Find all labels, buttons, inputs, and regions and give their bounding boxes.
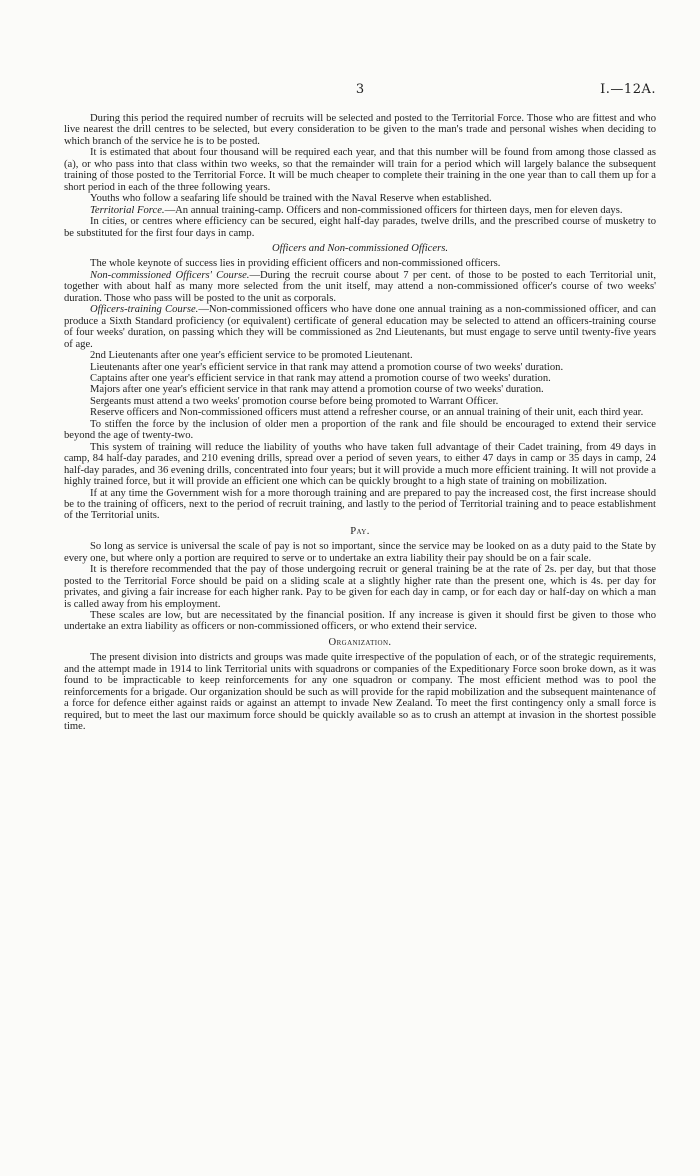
paragraph: 2nd Lieutenants after one year's efficient service to be promoted Lieutenant. — [90, 350, 413, 362]
paragraph: So long as service is universal the scale of pay is not so important, since the service may be looked on as a duty paid to the State by every one, but where only a portion are required to serve or to undertake an extra liability their pay should be on a fair scale. — [64, 541, 656, 564]
paragraph: During this period the required number of recruits will be selected and posted to the Territorial Force. Those who are fittest and who live nearest the drill centres to be selected, but every consideration to be given to the man's trade and personal wishes when deciding to which branch of the service he is to be posted. — [64, 113, 656, 147]
paragraph: The present division into districts and groups was made quite irrespective of the population of each, or of the strategic requirements, and the attempt made in 1914 to link Territorial units with squadrons or companies of the Expeditionary Force soon broke down, as it was found to be impracticable to keep reinforcements for any one squadron or company. The most efficient method was to pool the reinforcements for a brigade. Our organization should be such as will provide for the rapid mobilization and the subsequent maintenance of a force for defence either against raids or against an attempt to invade New Zealand. To meet the first contingency only a small force is required, but to meet the last our maximum force should be quickly available so as to crush an attempt at invasion in the shortest possible time. — [64, 652, 656, 733]
paragraph: Sergeants must attend a two weeks' promotion course before being promoted to Warrant Officer. — [90, 395, 499, 407]
paragraph: It is therefore recommended that the pay of those undergoing recruit or general training be at the rate of 2s. per day, but that those posted to the Territorial Force should be paid on a sliding scale at a slightly higher rate than the present one, which is 4s. per day for privates, and giving a fair increase for each higher rank. Pay to be given for each day in camp, or for each day or half-day on which a man is called away from his employment. — [64, 564, 656, 610]
section-heading-officers: Officers and Non-commissioned Officers. — [272, 242, 448, 254]
section-heading-pay: Pay. — [350, 525, 370, 537]
paragraph — [64, 270, 656, 304]
paragraph-text: —An annual training-camp. Officers and non-commissioned officers for thirteen days, men for eleven days. — [164, 204, 623, 216]
paragraph-text: —Non-commissioned officers who have done one annual training as a non-commissioned officer, and can produce a Sixth Standard proficiency (or equivalent) certificate of general education may be selected to attend an officers-training course of four weeks' duration, on passing which they will be commissioned as 2nd Lieutenants, but must engage to serve until twenty-five years of age. — [64, 304, 657, 350]
paragraph-text: —During the recruit course about 7 per cent. of those to be posted to each Territorial unit, together with about half as many more selected from the unit itself, may attend a non-commissioned officer's course of two weeks' duration. Those who pass will be posted to the unit as corporals. — [64, 269, 656, 304]
paragraph: Lieutenants after one year's efficient service in that rank may attend a promotion course of two weeks' duration. — [90, 361, 564, 373]
page-header — [64, 82, 656, 102]
document-body — [64, 113, 656, 733]
page-number: 3 — [355, 82, 365, 97]
paragraph-lead: Non-commissioned Officers' Course. — [90, 269, 250, 281]
paragraph: Captains after one year's efficient service in that rank may attend a promotion course of two weeks' duration. — [90, 372, 551, 384]
paragraph: This system of training will reduce the liability of youths who have taken full advantage of their Cadet training, from 49 days in camp, 84 half-day parades, and 210 evening drills, spread over a period of seven years, to either 47 days in camp or 35 days in camp, 24 half-day parades, and 36 evening drills, concentrated into four years; but it will provide a much more efficient training. It will not provide a highly trained force, but it will provide an efficient one which can be quickly brought to a high state of training on mobilization. — [64, 441, 656, 488]
paragraph: The whole keynote of success lies in providing efficient officers and non-commissioned officers. — [90, 258, 501, 270]
paragraph — [64, 304, 656, 350]
paragraph: To stiffen the force by the inclusion of older men a proportion of the rank and file should be encouraged to extend their service beyond the age of twenty-two. — [64, 418, 656, 442]
paragraph: Youths who follow a seafaring life should be trained with the Naval Reserve when established. — [90, 193, 492, 205]
paragraph: It is estimated that about four thousand will be required each year, and that this number will be found from among those classed as (a), or who pass into that class within two weeks, so that the remainder will train for a period which will largely balance the subsequent training of those posted to the Territorial Force. It will be much cheaper to complete their training in the one year than to call them up for a short period in each of the three following years. — [64, 147, 656, 193]
paragraph: If at any time the Government wish for a more thorough training and are prepared to pay the increased cost, the first increase should be to the training of officers, next to the period of recruit training, and lastly to the period of Territorial training and to peace establishment of the Territorial units. — [64, 487, 656, 522]
paragraph: These scales are low, but are necessitated by the financial position. If any increase is given it should first be given to those who undertake an extra liability as officers or non-commissioned officers, or who extend their service. — [64, 610, 656, 633]
paragraph-lead: Officers-training Course. — [90, 304, 199, 316]
paragraph: In cities, or centres where efficiency can be secured, eight half-day parades, twelve drills, and the prescribed course of musketry to be substituted for the first four days in camp. — [64, 216, 656, 239]
document-reference: I.—12A. — [600, 82, 656, 97]
paragraph: Reserve officers and Non-commissioned officers must attend a refresher course, or an annual training of their unit, each third year. — [90, 407, 644, 419]
paragraph — [64, 205, 656, 216]
paragraph: Majors after one year's efficient service in that rank may attend a promotion course of two weeks' duration. — [90, 384, 544, 396]
paragraph-lead: Territorial Force. — [90, 204, 165, 216]
section-heading-organization: Organization. — [328, 636, 392, 648]
